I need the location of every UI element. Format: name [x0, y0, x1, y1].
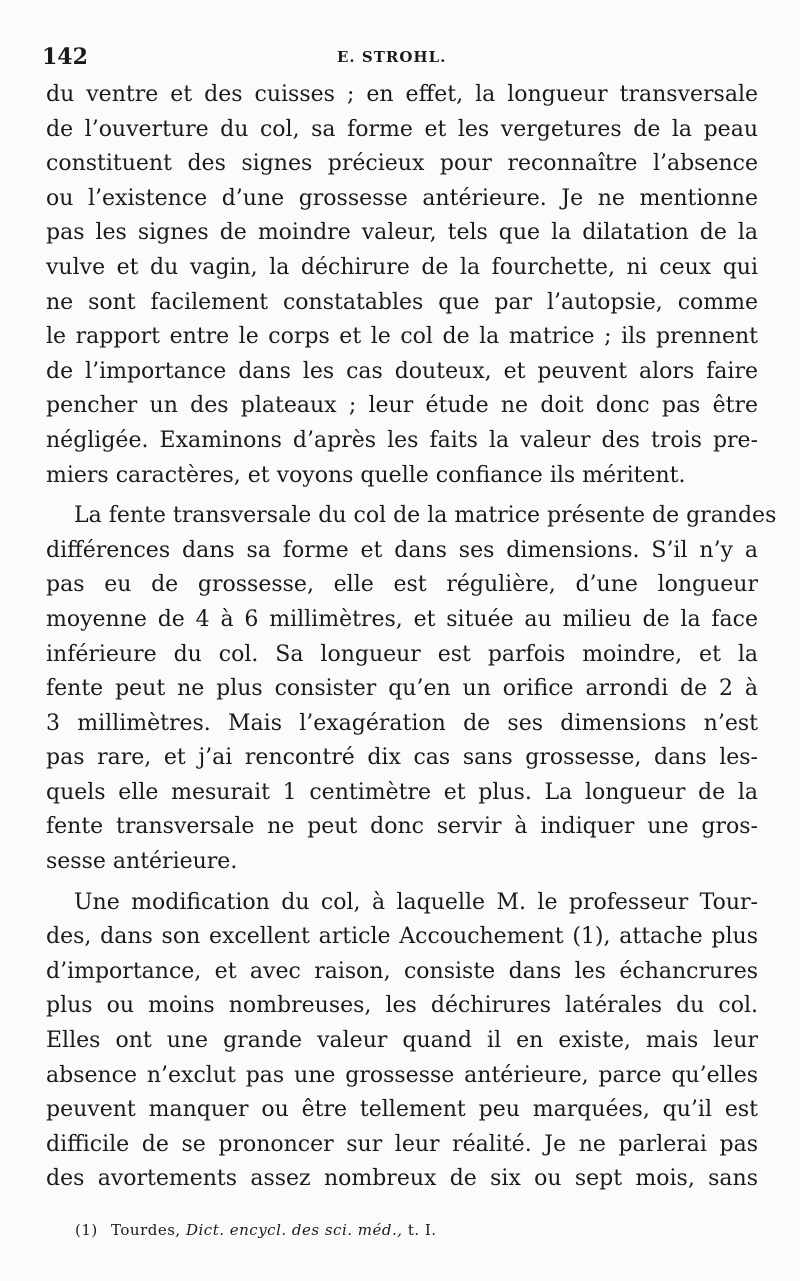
text-line: sesse antérieure.	[46, 849, 238, 875]
text-line: fente transversale ne peut donc servir à indiquer une gros-	[46, 814, 758, 840]
text-line: pencher un des plateaux ; leur étude ne doit donc pas être	[46, 393, 758, 419]
footnote	[75, 1221, 437, 1239]
text-line: de l’importance dans les cas douteux, et peuvent alors faire	[46, 358, 758, 384]
text-line: pas eu de grossesse, elle est régulière, d’une longueur	[46, 572, 758, 598]
footnote-ref: t. I.	[407, 1221, 437, 1239]
text-line: le rapport entre le corps et le col de la matrice ; ils prennent	[46, 324, 758, 350]
text-line: pas rare, et j’ai rencontré dix cas sans grossesse, dans les-	[46, 745, 758, 771]
text-line: difficile de se prononcer sur leur réalité. Je ne parlerai pas	[46, 1131, 758, 1157]
text-line: La fente transversale du col de la matrice présente de grandes	[74, 503, 777, 529]
text-line: différences dans sa forme et dans ses dimensions. S’il n’y a	[46, 537, 758, 563]
text-line: des avortements assez nombreux de six ou sept mois, sans	[46, 1166, 758, 1192]
text-line: ne sont facilement constatables que par l’autopsie, comme	[46, 289, 758, 315]
text-line: absence n’exclut pas une grossesse antérieure, parce qu’elles	[46, 1062, 758, 1088]
running-head: E. STROHL.	[337, 48, 447, 66]
text-line: fente peut ne plus consister qu’en un orifice arrondi de 2 à	[46, 676, 758, 702]
page-number: 142	[42, 44, 88, 70]
text-line: 3 millimètres. Mais l’exagération de ses dimensions n’est	[46, 710, 758, 736]
text-line: inférieure du col. Sa longueur est parfois moindre, et la	[46, 641, 758, 667]
text-line: du ventre et des cuisses ; en effet, la longueur transversale	[46, 82, 758, 107]
text-line: de l’ouverture du col, sa forme et les vergetures de la peau	[46, 116, 758, 142]
text-line: vulve et du vagin, la déchirure de la fourchette, ni ceux qui	[46, 254, 758, 280]
body-text	[46, 78, 777, 1197]
text-line: quels elle mesurait 1 centimètre et plus. La longueur de la	[46, 779, 758, 805]
text-line: d’importance, et avec raison, consiste dans les échancrures	[46, 958, 758, 984]
page-header	[42, 44, 760, 74]
footnote-author: Tourdes,	[111, 1221, 181, 1239]
footnote-title: Dict. encycl. des sci. méd.,	[185, 1221, 403, 1239]
text-line: peuvent manquer ou être tellement peu marquées, qu’il est	[46, 1097, 758, 1123]
footnote-marker: (1)	[75, 1221, 98, 1239]
text-line: plus ou moins nombreuses, les déchirures latérales du col.	[46, 993, 758, 1019]
text-line: des, dans son excellent article Accouchement (1), attache plus	[46, 924, 758, 950]
text-line: pas les signes de moindre valeur, tels que la dilatation de la	[46, 220, 758, 246]
text-line: moyenne de 4 à 6 millimètres, et située au milieu de la face	[46, 606, 758, 632]
text-line: ou l’existence d’une grossesse antérieure. Je ne mentionne	[46, 185, 758, 211]
text-line: constituent des signes précieux pour reconnaître l’absence	[46, 151, 758, 177]
text-line: Une modification du col, à laquelle M. le professeur Tour-	[74, 889, 758, 915]
text-line: négligée. Examinons d’après les faits la valeur des trois pre-	[46, 427, 758, 453]
text-line: miers caractères, et voyons quelle confiance ils méritent.	[46, 462, 686, 488]
text-line: Elles ont une grande valeur quand il en existe, mais leur	[46, 1028, 758, 1054]
